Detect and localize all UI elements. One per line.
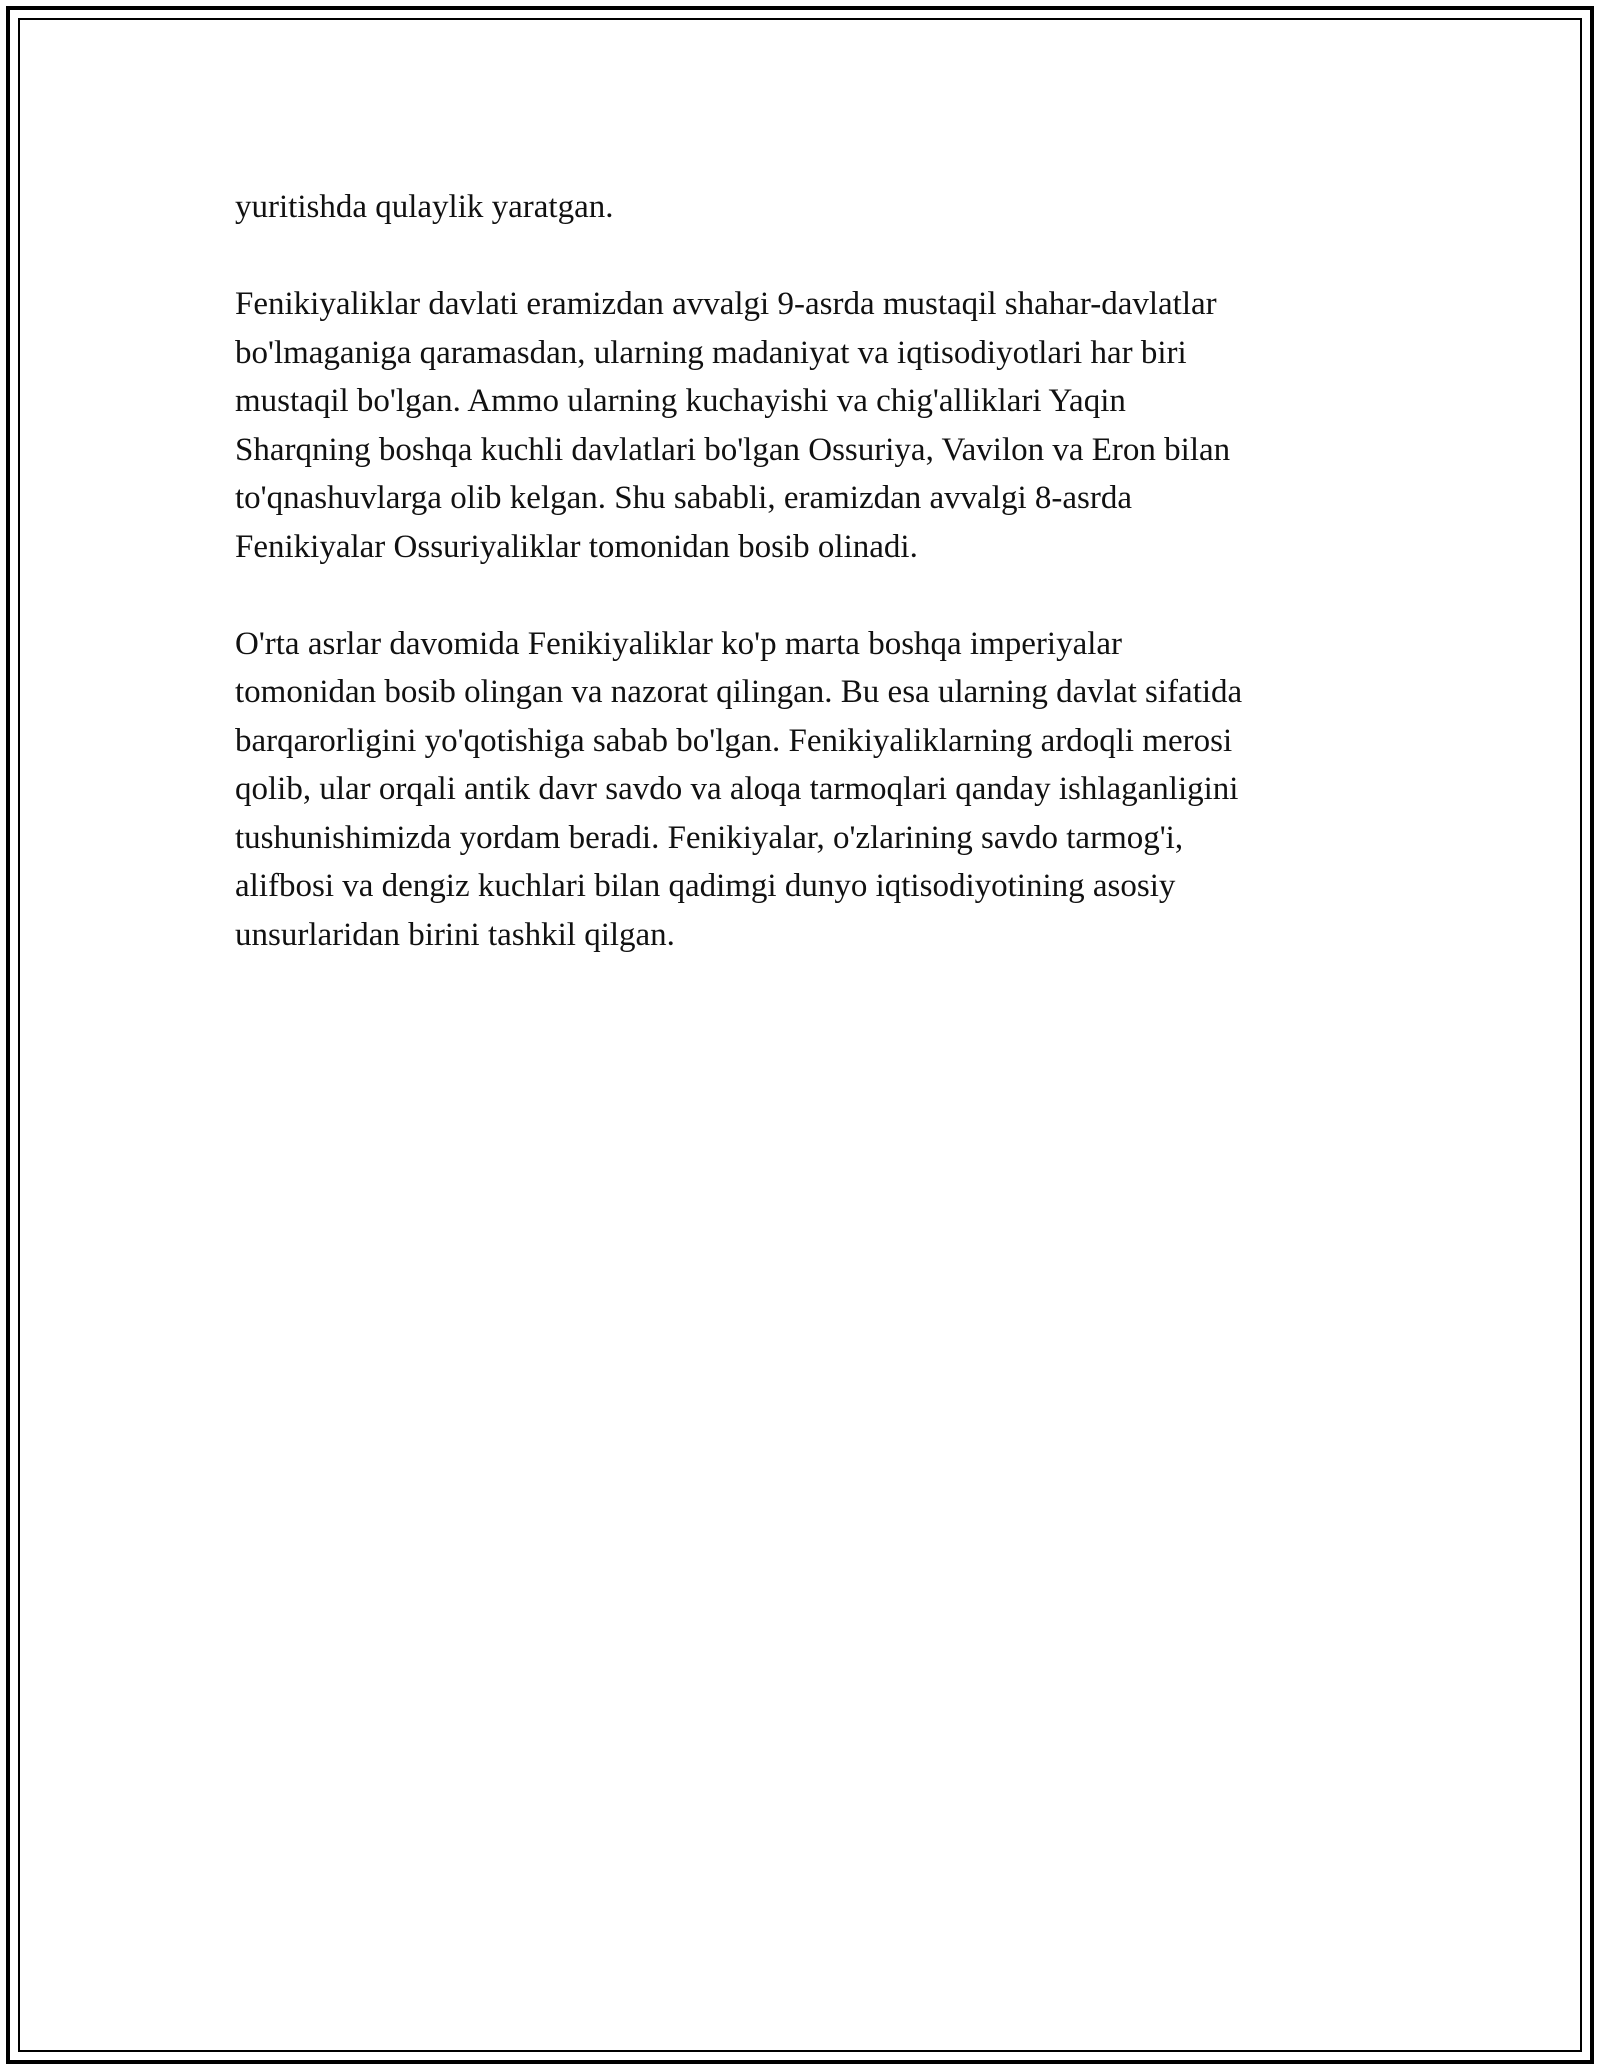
text-line: bo'lmaganiga qaramasdan, ularning madaniyat va iqtisodiyotlari har biri <box>235 334 1187 371</box>
paragraph-1 <box>235 183 1375 232</box>
paragraph-3 <box>235 620 1375 960</box>
text-line: Fenikiyaliklar davlati eramizdan avvalgi 9-asrda mustaqil shahar-davlatlar <box>235 286 1217 322</box>
text-line: unsurlaridan birini tashkil qilgan. <box>235 916 675 953</box>
paragraph-2 <box>235 280 1375 571</box>
text-line: Fenikiyalar Ossuriyaliklar tomonidan bosib olinadi. <box>235 528 918 565</box>
text-line: Sharqning boshqa kuchli davlatlari bo'lgan Ossuriya, Vavilon va Eron bilan <box>235 431 1231 468</box>
text-line: to'qnashuvlarga olib kelgan. Shu sababli, eramizdan avvalgi 8-asrda <box>235 480 1132 516</box>
text-line: barqarorligini yo'qotishiga sabab bo'lgan. Fenikiyaliklarning ardoqli merosi <box>235 722 1233 759</box>
text-line: yuritishda qulaylik yaratgan. <box>235 189 614 225</box>
text-line: qolib, ular orqali antik davr savdo va aloqa tarmoqlari qanday ishlaganligini <box>235 771 1239 807</box>
text-line: mustaqil bo'lgan. Ammo ularning kuchayishi va chig'alliklari Yaqin <box>235 383 1126 419</box>
text-line: alifbosi va dengiz kuchlari bilan qadimgi dunyo iqtisodiyotining asosiy <box>235 868 1176 904</box>
text-line: tushunishimizda yordam beradi. Fenikiyalar, o'zlarining savdo tarmog'i, <box>235 819 1184 856</box>
text-line: tomonidan bosib olingan va nazorat qilingan. Bu esa ularning davlat sifatida <box>235 674 1243 710</box>
text-line: O'rta asrlar davomida Fenikiyaliklar ko'p marta boshqa imperiyalar <box>235 625 1123 662</box>
document-body <box>235 183 1375 1008</box>
